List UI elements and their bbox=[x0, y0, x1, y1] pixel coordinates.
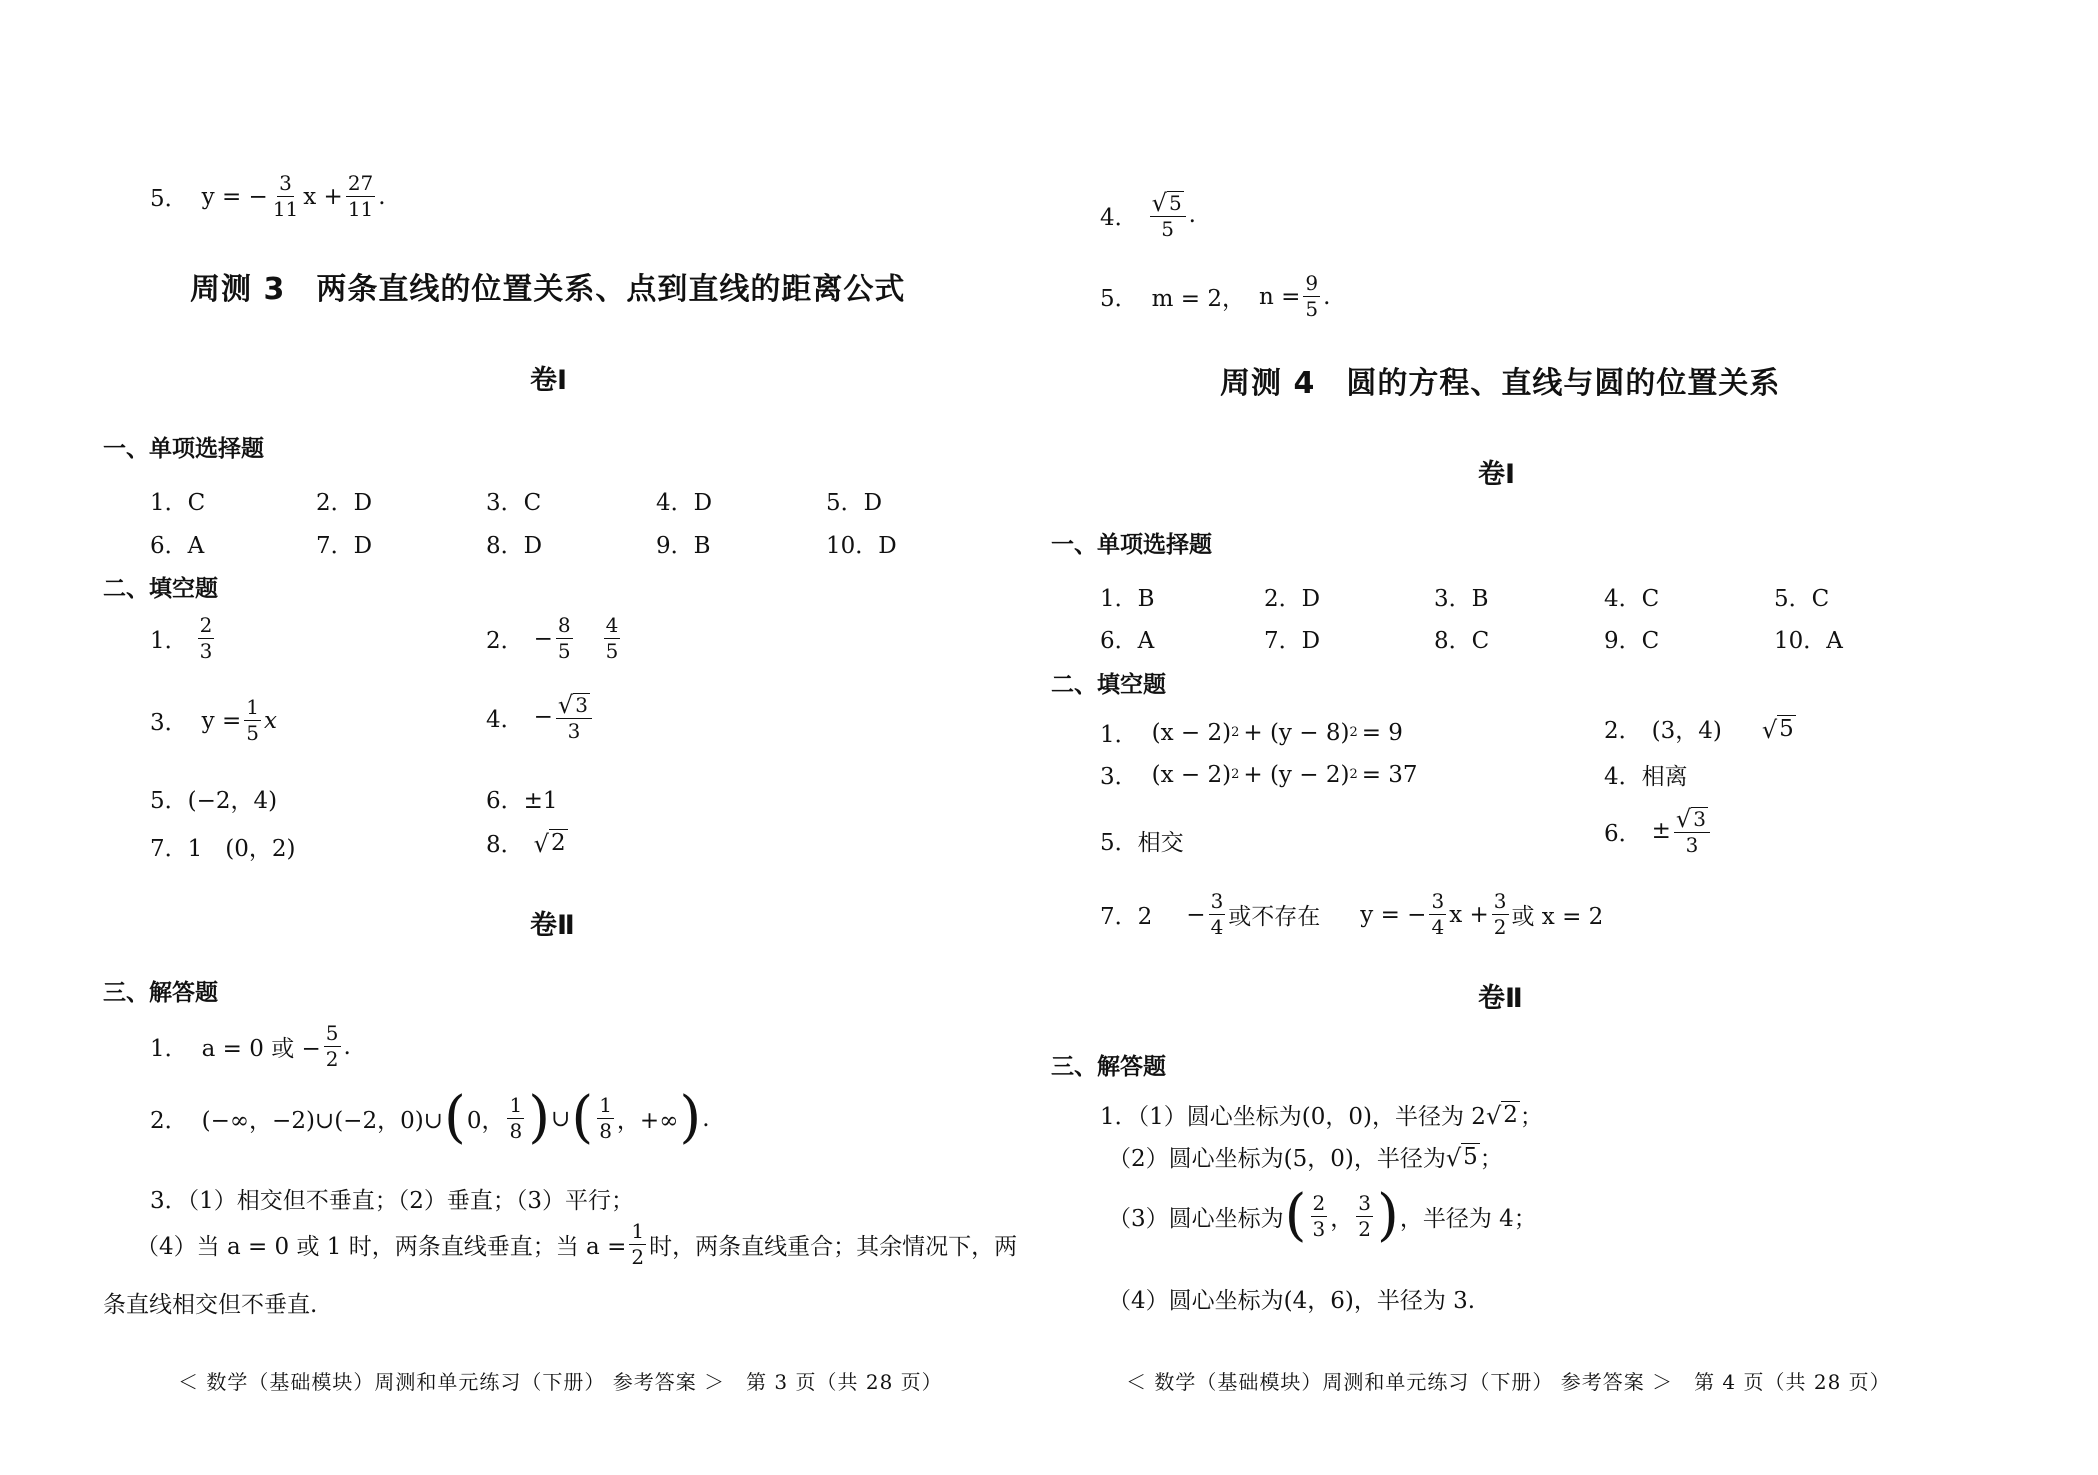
solution-3-part-4: （4）当 a = 0 或 1 时，两条直线垂直；当 a = $\frac{1}{2}$ 时，两条直线重合；其余情况下，两 bbox=[136, 1219, 1018, 1269]
fill-answer-3: 3． (x − 2) 2 + (y − 2) 2 = 37 bbox=[1100, 761, 1418, 790]
solution-1-part-4: （4）圆心坐标为(4，6)，半径为 3. bbox=[1108, 1288, 1476, 1314]
sqrt: √ 5 bbox=[1445, 1143, 1478, 1173]
fraction: $\frac{2}{3}$ bbox=[199, 613, 213, 663]
choice-answer: 6．A bbox=[1100, 628, 1155, 654]
prev-answer-5 bbox=[150, 172, 386, 221]
question-type-heading: 二、填空题 bbox=[103, 576, 218, 602]
question-type-heading: 三、解答题 bbox=[103, 980, 218, 1006]
solution-3-continuation: 条直线相交但不垂直. bbox=[103, 1292, 318, 1318]
choice-answer: 6．A bbox=[150, 533, 205, 559]
choice-answer: 4．C bbox=[1604, 586, 1660, 612]
fill-answer-4: 4．相离 bbox=[1604, 764, 1688, 790]
fraction: $\frac{2}{3}$ bbox=[1312, 1191, 1326, 1241]
question-type-heading: 一、单项选择题 bbox=[103, 436, 264, 462]
question-type-heading: 一、单项选择题 bbox=[1051, 532, 1212, 558]
choice-answer: 5．D bbox=[826, 490, 883, 516]
fraction: $\frac{4}{5}$ bbox=[605, 613, 619, 663]
question-type-heading: 三、解答题 bbox=[1051, 1054, 1166, 1080]
fraction: $\frac{3}{4}$ bbox=[1431, 889, 1445, 939]
fraction: $\frac{3}{2}$ bbox=[1358, 1191, 1371, 1241]
choice-answer: 7．D bbox=[316, 533, 373, 559]
fill-answer-1: 1． (x − 2) 2 + (y − 8) 2 = 9 bbox=[1100, 719, 1403, 748]
fill-answer-1: 1． $\frac{2}{3}$ bbox=[150, 613, 213, 663]
fill-answer-7: 7．1 (0，2) bbox=[150, 836, 296, 862]
fraction: $\frac{5}{2}$ bbox=[325, 1021, 339, 1071]
equation-text: . bbox=[378, 183, 386, 210]
choice-answer: 3．B bbox=[1434, 586, 1489, 612]
section-title: 周测 4 圆的方程、直线与圆的位置关系 bbox=[1220, 366, 1781, 401]
volume-heading: 卷Ⅱ bbox=[530, 910, 575, 941]
solution-1-part-1: 1．（1）圆心坐标为(0，0)，半径为 2 √ 2 ； bbox=[1100, 1101, 1543, 1131]
choice-answer: 2．D bbox=[1264, 586, 1321, 612]
choice-answer: 8．D bbox=[486, 533, 543, 559]
fill-answer-2: 2． − $\frac{8}{5}$ $\frac{4}{5}$ bbox=[486, 613, 619, 663]
fill-answer-5: 5．相交 bbox=[1100, 830, 1184, 856]
choice-answer: 10．A bbox=[1774, 628, 1843, 654]
volume-heading: 卷Ⅰ bbox=[1478, 459, 1516, 490]
sqrt: √ 2 bbox=[1485, 1101, 1518, 1131]
fill-answer-5: 5．(−2，4) bbox=[150, 788, 278, 814]
sqrt: √ 5 bbox=[1761, 715, 1794, 745]
choice-answer: 10．D bbox=[826, 533, 897, 559]
section-title: 周测 3 两条直线的位置关系、点到直线的距离公式 bbox=[190, 272, 906, 307]
page-footer: ＜ 数学（基础模块）周测和单元练习（下册） 参考答案 ＞ 第 4 页（共 28 页） bbox=[1126, 1370, 1891, 1394]
sqrt: √ 3 bbox=[557, 690, 588, 719]
fill-answer-4: 4． − √ 3 3 bbox=[486, 692, 595, 743]
solution-1-part-3: （3）圆心坐标为 ( $\frac{2}{3}$ ， $\frac{3}{2}$ ) ，半径为 4； bbox=[1108, 1183, 1537, 1249]
fill-answer-6: 6． ± √ 3 3 bbox=[1604, 806, 1713, 857]
solution-2: 2． (−∞，−2)∪(−2，0)∪ ( 0， $\frac{1}{8}$ ) ∪ ( $\frac{1}{8}$ ，+∞ ) . bbox=[150, 1085, 710, 1151]
solution-1-part-2: （2）圆心坐标为(5，0)，半径为 √ 5 ； bbox=[1108, 1143, 1503, 1173]
fill-answer-2: 2． (3，4) √ 5 bbox=[1604, 715, 1794, 745]
fraction: √ 3 3 bbox=[556, 692, 592, 743]
sqrt: √ 5 bbox=[1151, 188, 1182, 217]
sqrt: √ 3 bbox=[1675, 804, 1706, 833]
choice-answer: 9．B bbox=[656, 533, 711, 559]
choice-answer: 2．D bbox=[316, 490, 373, 516]
fraction: $\frac{1}{2}$ bbox=[631, 1219, 645, 1269]
solution-3: 3．（1）相交但不垂直；（2）垂直；（3）平行； bbox=[150, 1188, 635, 1214]
fraction: $\frac{3}{11}$ bbox=[272, 171, 299, 221]
fill-answer-3: 3． y = $\frac{1}{5}$ x bbox=[150, 695, 277, 745]
prev-answer-4: 4． √ 5 5 . bbox=[1100, 188, 1196, 241]
fraction: $\frac{3}{2}$ bbox=[1493, 889, 1507, 939]
fraction: $\frac{1}{8}$ bbox=[599, 1093, 612, 1143]
choice-answer: 5．C bbox=[1774, 586, 1830, 612]
fill-answer-8: 8． √ 2 bbox=[486, 829, 566, 859]
equation-text: y = − bbox=[201, 183, 268, 210]
choice-answer: 4．D bbox=[656, 490, 713, 516]
fraction: $\frac{27}{11}$ bbox=[347, 171, 374, 221]
fraction: $\frac{8}{5}$ bbox=[557, 613, 571, 663]
fraction: $\frac{9}{5}$ bbox=[1305, 271, 1319, 321]
page-footer: ＜ 数学（基础模块）周测和单元练习（下册） 参考答案 ＞ 第 3 页（共 28 页） bbox=[178, 1370, 943, 1394]
choice-answer: 8．C bbox=[1434, 628, 1490, 654]
fill-answer-6: 6．±1 bbox=[486, 788, 558, 814]
choice-answer: 1．C bbox=[150, 490, 206, 516]
solution-1: 1． a = 0 或 − $\frac{5}{2}$ . bbox=[150, 1021, 351, 1071]
choice-answer: 9．C bbox=[1604, 628, 1660, 654]
item-number: 5． bbox=[150, 186, 188, 212]
equation-text: x + bbox=[303, 183, 343, 210]
choice-answer: 1．B bbox=[1100, 586, 1155, 612]
sqrt: √ 2 bbox=[533, 829, 566, 859]
fraction: $\frac{1}{8}$ bbox=[509, 1093, 523, 1143]
fraction: √ 3 3 bbox=[1674, 806, 1710, 857]
fraction: $\frac{3}{4}$ bbox=[1210, 889, 1224, 939]
fraction: $\frac{1}{5}$ bbox=[246, 695, 259, 745]
fraction: √ 5 5 bbox=[1150, 190, 1186, 241]
volume-heading: 卷Ⅰ bbox=[530, 365, 568, 396]
volume-heading: 卷Ⅱ bbox=[1478, 983, 1523, 1014]
prev-answer-5: 5． m = 2， n = $\frac{9}{5}$ . bbox=[1100, 271, 1331, 321]
choice-answer: 7．D bbox=[1264, 628, 1321, 654]
choice-answer: 3．C bbox=[486, 490, 542, 516]
question-type-heading: 二、填空题 bbox=[1051, 672, 1166, 698]
fill-answer-7: 7．2 − $\frac{3}{4}$ 或不存在 y = − $\frac{3}{4}$ x + $\frac{3}{2}$ 或 x = 2 bbox=[1100, 889, 1604, 939]
